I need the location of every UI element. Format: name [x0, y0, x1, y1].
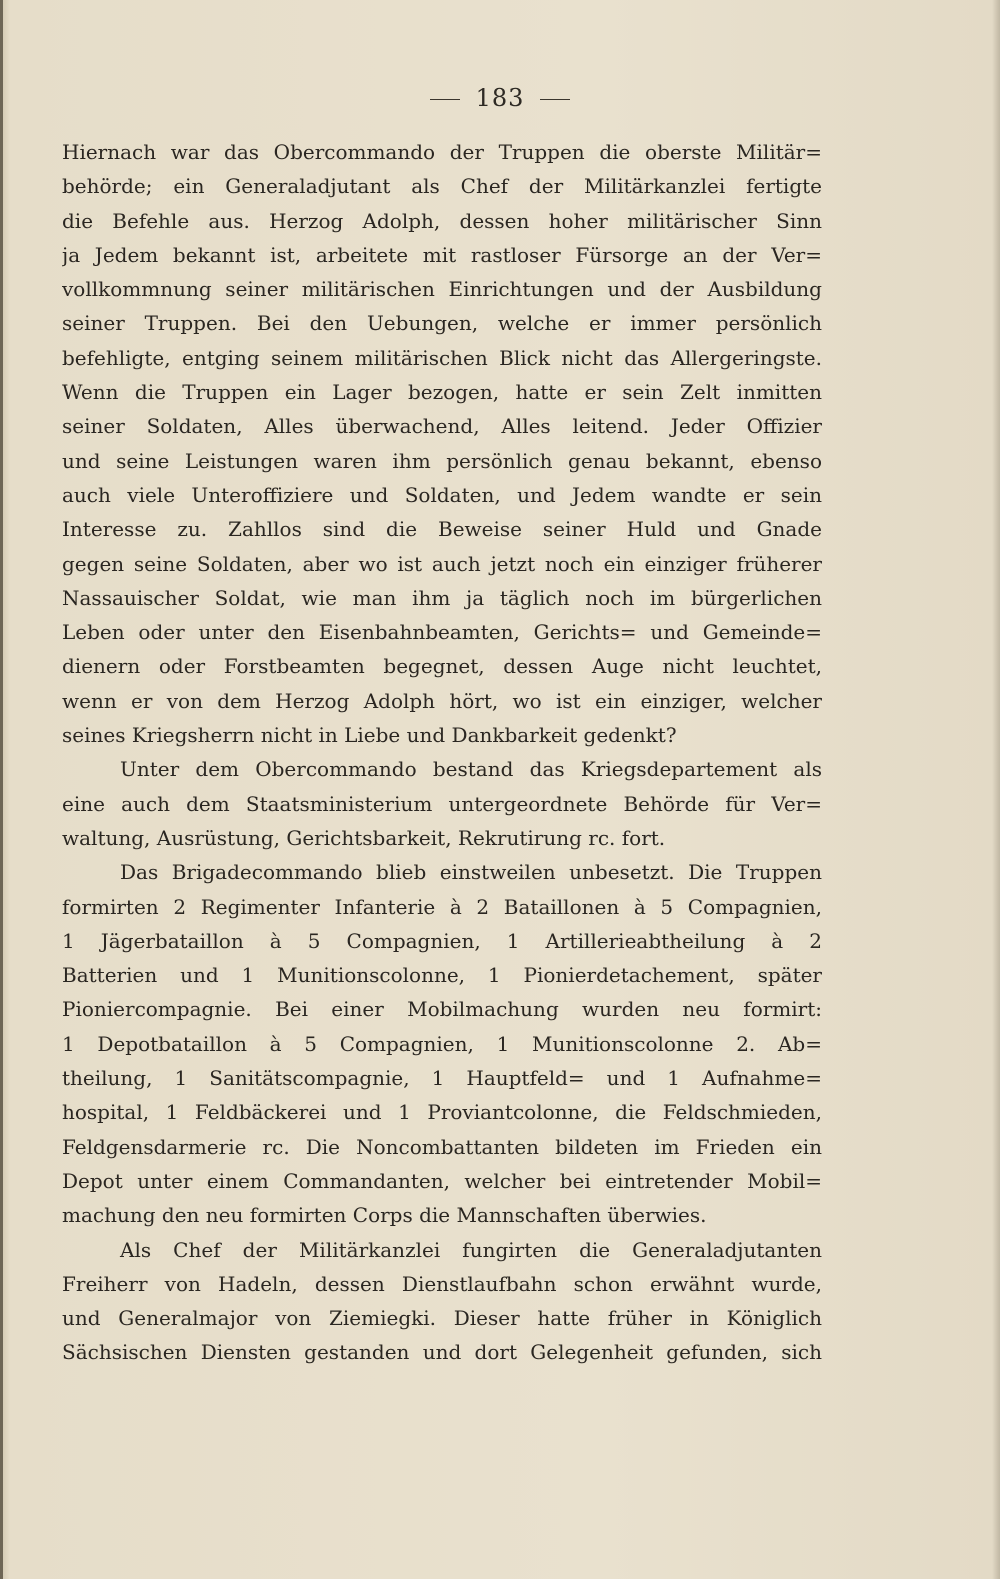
- text-line: formirten 2 Regimenter Infanterie à 2 Bataillonen à 5 Compagnien,: [62, 894, 822, 919]
- text-line: vollkommnung seiner militärischen Einrichtungen und der Ausbildung: [62, 277, 822, 302]
- text-line: seiner Soldaten, Alles überwachend, Alles leitend. Jeder Offizier: [62, 414, 822, 439]
- text-line: Pioniercompagnie. Bei einer Mobilmachung wurden neu formirt:: [62, 997, 822, 1022]
- text-line: Interesse zu. Zahllos sind die Beweise seiner Huld und Gnade: [62, 517, 822, 542]
- text-line: Leben oder unter den Eisenbahnbeamten, Gerichts= und Gemeinde=: [62, 620, 822, 645]
- text-line: waltung, Ausrüstung, Gerichtsbarkeit, Rekrutirung rc. fort.: [62, 825, 666, 850]
- text-line: behörde; ein Generaladjutant als Chef der Militärkanzlei fertigte: [62, 174, 822, 199]
- text-line: Unter dem Obercommando bestand das Kriegsdepartement als: [120, 757, 822, 782]
- page-header: [0, 84, 1000, 112]
- text-line: und seine Leistungen waren ihm persönlich genau bekannt, ebenso: [62, 448, 822, 473]
- text-line: eine auch dem Staatsministerium untergeordnete Behörde für Ver=: [62, 791, 822, 816]
- text-line: 1 Jägerbataillon à 5 Compagnien, 1 Artillerieabtheilung à 2: [62, 928, 822, 953]
- text-line: seines Kriegsherrn nicht in Liebe und Dankbarkeit gedenkt?: [62, 723, 677, 748]
- text-line: 1 Depotbataillon à 5 Compagnien, 1 Munitionscolonne 2. Ab=: [62, 1031, 822, 1056]
- text-line: machung den neu formirten Corps die Mannschaften überwies.: [62, 1203, 707, 1228]
- page-right-edge: [992, 0, 1000, 1579]
- text-line: dienern oder Forstbeamten begegnet, dessen Auge nicht leuchtet,: [62, 654, 822, 679]
- text-line: Das Brigadecommando blieb einstweilen unbesetzt. Die Truppen: [120, 860, 822, 885]
- text-line: wenn er von dem Herzog Adolph hört, wo ist ein einziger, welcher: [62, 688, 822, 713]
- text-line: befehligte, entging seinem militärischen Blick nicht das Allergeringste.: [62, 345, 822, 370]
- text-line: auch viele Unteroffiziere und Soldaten, und Jedem wandte er sein: [62, 482, 822, 507]
- body-text: [62, 135, 822, 1370]
- text-line: Depot unter einem Commandanten, welcher bei eintretender Mobil=: [62, 1168, 822, 1193]
- text-line: Freiherr von Hadeln, dessen Dienstlaufbahn schon erwähnt wurde,: [62, 1271, 822, 1296]
- text-line: Hiernach war das Obercommando der Truppen die oberste Militär=: [62, 140, 822, 164]
- text-line: hospital, 1 Feldbäckerei und 1 Proviantcolonne, die Feldschmieden,: [62, 1100, 822, 1125]
- text-line: gegen seine Soldaten, aber wo ist auch jetzt noch ein einziger früherer: [62, 551, 822, 576]
- text-line: Als Chef der Militärkanzlei fungirten die Generaladjutanten: [120, 1237, 822, 1262]
- text-line: ja Jedem bekannt ist, arbeitete mit rastloser Fürsorge an der Ver=: [62, 242, 822, 267]
- text-line: Nassauischer Soldat, wie man ihm ja täglich noch im bürgerlichen: [62, 585, 822, 610]
- page-number: 183: [475, 84, 525, 112]
- text-line: Wenn die Truppen ein Lager bezogen, hatte er sein Zelt inmitten: [62, 380, 822, 405]
- header-dash-left: [430, 99, 460, 100]
- text-line: Batterien und 1 Munitionscolonne, 1 Pionierdetachement, später: [62, 963, 822, 988]
- text-line: Sächsischen Diensten gestanden und dort Gelegenheit gefunden, sich: [62, 1340, 822, 1365]
- page-left-edge: [0, 0, 3, 1579]
- text-line: und Generalmajor von Ziemiegki. Dieser hatte früher in Königlich: [62, 1306, 822, 1331]
- text-line: theilung, 1 Sanitätscompagnie, 1 Hauptfeld= und 1 Aufnahme=: [62, 1066, 822, 1091]
- text-line: die Befehle aus. Herzog Adolph, dessen hoher militärischer Sinn: [62, 208, 822, 233]
- text-line: seiner Truppen. Bei den Uebungen, welche er immer persönlich: [62, 311, 822, 336]
- header-dash-right: [540, 99, 570, 100]
- text-line: Feldgensdarmerie rc. Die Noncombattanten bildeten im Frieden ein: [62, 1134, 822, 1159]
